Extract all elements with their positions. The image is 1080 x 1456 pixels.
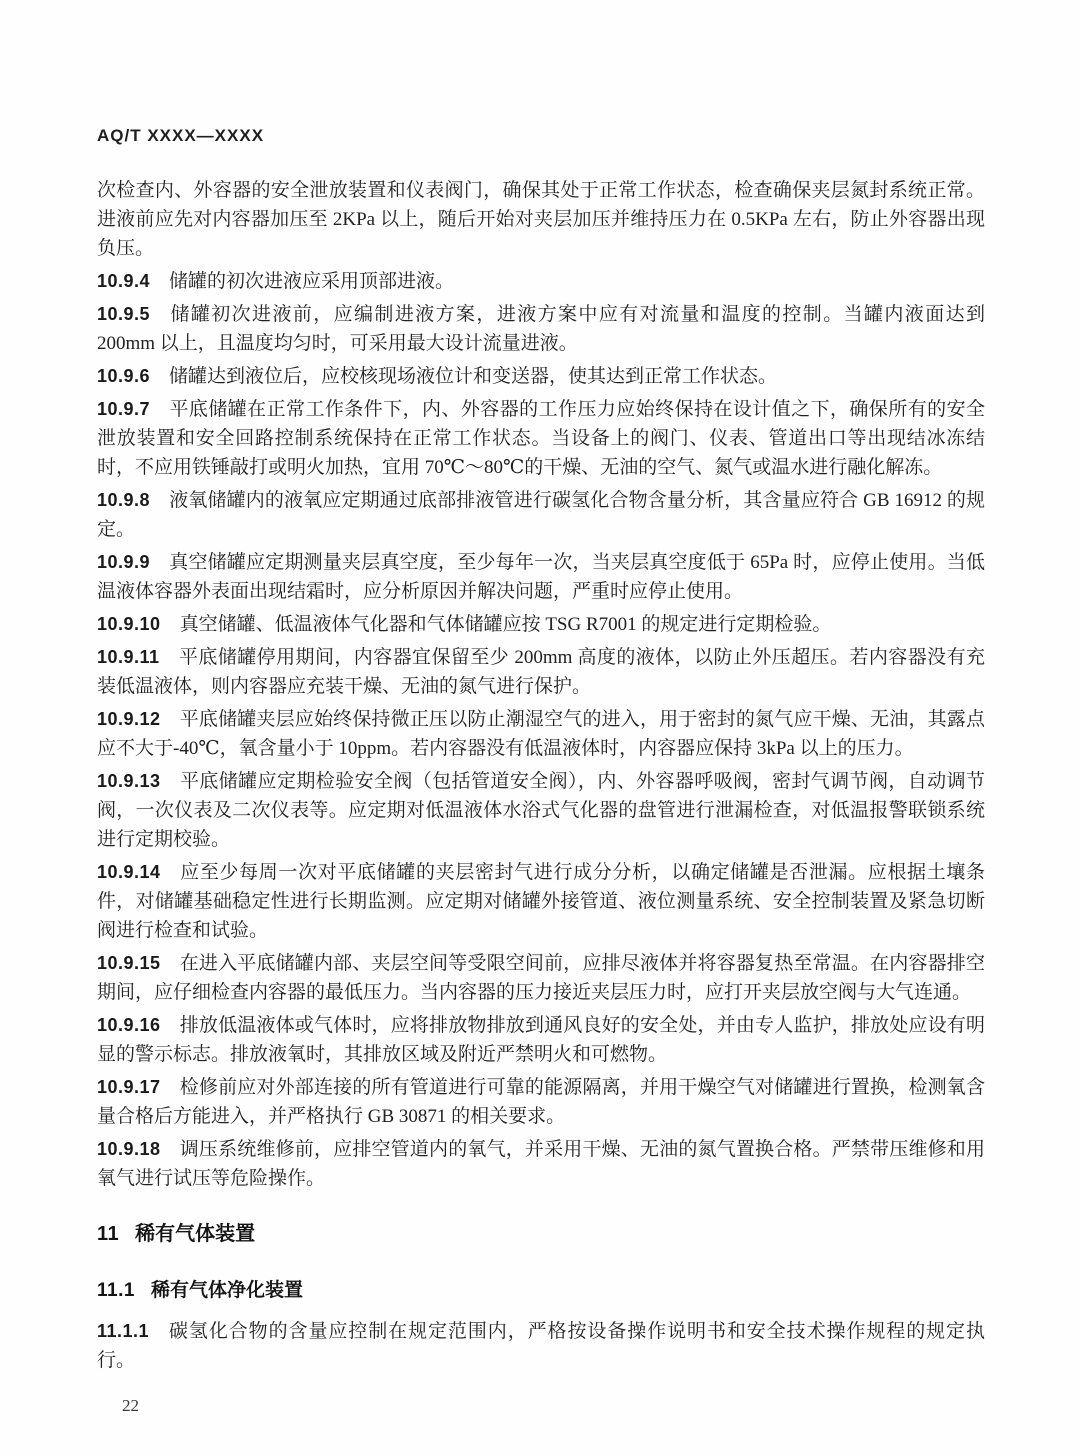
clause-text: 调压系统维修前，应排空管道内的氧气，并采用干燥、无油的氮气置换合格。严禁带压维修和用氧气进行试压等危险操作。 <box>97 1139 985 1189</box>
clause-text: 真空储罐应定期测量夹层真空度，至少每年一次，当夹层真空度低于 65Pa 时，应停止使用。当低温液体容器外表面出现结霜时，应分析原因并解决问题，严重时应停止使用。 <box>97 552 985 602</box>
document-header-code: AQ/T XXXX—XXXX <box>97 126 265 145</box>
clause-text: 真空储罐、低温液体气化器和气体储罐应按 TSG R7001 的规定进行定期检验。 <box>179 614 832 635</box>
clause-10-9-14 <box>97 858 985 945</box>
subsection-number: 11.1 <box>97 1280 135 1301</box>
clause-10-9-10 <box>97 610 985 639</box>
clause-number: 10.9.15 <box>97 953 161 973</box>
clause-text: 平底储罐在正常工作条件下，内、外容器的工作压力应始终保持在设计值之下，确保所有的安全泄放装置和安全回路控制系统保持在正常工作状态。当设备上的阀门、仪表、管道出口等出现结冰冻结时，不应用铁锤敲打或明火加热，宜用 70℃～80℃的干燥、无油的空气、氮气或温水进行融化解冻。 <box>97 399 985 478</box>
clause-text: 检修前应对外部连接的所有管道进行可靠的能源隔离，并用干燥空气对储罐进行置换，检测氧含量合格后方能进入，并严格执行 GB 30871 的相关要求。 <box>97 1077 985 1127</box>
clause-number: 10.9.8 <box>97 490 151 510</box>
subsection-heading-11-1 <box>97 1276 985 1305</box>
paragraph-text: 次检查内、外容器的安全泄放装置和仪表阀门，确保其处于正常工作状态，检查确保夹层氮封系统正常。进液前应先对内容器加压至 2KPa 以上，随后开始对夹层加压并维持压力在 0.5KPa 左右，防止外容器出现负压。 <box>97 180 985 259</box>
section-title: 稀有气体装置 <box>135 1223 256 1245</box>
clause-10-9-7 <box>97 395 985 482</box>
clause-number: 10.9.9 <box>97 552 151 572</box>
clause-number: 10.9.12 <box>97 709 161 729</box>
clause-number: 10.9.13 <box>97 771 161 791</box>
clause-text: 储罐初次进液前，应编制进液方案，进液方案中应有对流量和温度的控制。当罐内液面达到 200mm 以上，且温度均匀时，可采用最大设计流量进液。 <box>97 304 985 354</box>
subsection-title: 稀有气体净化装置 <box>150 1280 303 1301</box>
clause-number: 10.9.6 <box>97 366 151 386</box>
clause-number: 10.9.4 <box>97 271 151 291</box>
clause-10-9-8 <box>97 486 985 544</box>
clause-number: 11.1.1 <box>97 1321 150 1341</box>
page-number: 22 <box>122 1396 139 1415</box>
clause-number: 10.9.16 <box>97 1015 161 1035</box>
section-heading-11 <box>97 1220 985 1249</box>
document-body <box>97 176 985 1375</box>
section-number: 11 <box>97 1223 120 1245</box>
clause-10-9-6 <box>97 362 985 391</box>
clause-number: 10.9.5 <box>97 304 151 324</box>
clause-text: 排放低温液体或气体时，应将排放物排放到通风良好的安全处，并由专人监护，排放处应设有明显的警示标志。排放液氧时，其排放区域及附近严禁明火和可燃物。 <box>97 1015 985 1065</box>
clause-text: 在进入平底储罐内部、夹层空间等受限空间前，应排尽液体并将容器复热至常温。在内容器排空期间，应仔细检查内容器的最低压力。当内容器的压力接近夹层压力时，应打开夹层放空阀与大气连通。 <box>97 953 985 1003</box>
clause-10-9-5 <box>97 300 985 358</box>
clause-10-9-13 <box>97 767 985 854</box>
clause-text: 储罐的初次进液应采用顶部进液。 <box>169 271 455 292</box>
paragraph-continuation <box>97 176 985 263</box>
clause-text: 平底储罐停用期间，内容器宜保留至少 200mm 高度的液体，以防止外压超压。若内容器没有充装低温液体，则内容器应充装干燥、无油的氮气进行保护。 <box>97 647 985 697</box>
clause-10-9-11 <box>97 643 985 701</box>
clause-11-1-1 <box>97 1317 985 1375</box>
clause-number: 10.9.17 <box>97 1077 161 1097</box>
clause-text: 储罐达到液位后，应校核现场液位计和变送器，使其达到正常工作状态。 <box>169 366 778 387</box>
clause-text: 碳氢化合物的含量应控制在规定范围内，严格按设备操作说明书和安全技术操作规程的规定执行。 <box>97 1321 985 1371</box>
clause-number: 10.9.10 <box>97 614 161 634</box>
clause-text: 平底储罐应定期检验安全阀（包括管道安全阀），内、外容器呼吸阀，密封气调节阀，自动调节阀，一次仪表及二次仪表等。应定期对低温液体水浴式气化器的盘管进行泄漏检查，对低温报警联锁系统进行定期校验。 <box>97 771 985 850</box>
clause-10-9-17 <box>97 1073 985 1131</box>
clause-text: 应至少每周一次对平底储罐的夹层密封气进行成分分析，以确定储罐是否泄漏。应根据土壤条件，对储罐基础稳定性进行长期监测。应定期对储罐外接管道、液位测量系统、安全控制装置及紧急切断阀进行检查和试验。 <box>97 862 985 941</box>
clause-10-9-9 <box>97 548 985 606</box>
clause-text: 液氧储罐内的液氧应定期通过底部排液管进行碳氢化合物含量分析，其含量应符合 GB 16912 的规定。 <box>97 490 985 540</box>
clause-number: 10.9.11 <box>97 647 160 667</box>
clause-text: 平底储罐夹层应始终保持微正压以防止潮湿空气的进入，用于密封的氮气应干燥、无油，其露点应不大于-40℃，氧含量小于 10ppm。若内容器没有低温液体时，内容器应保持 3kPa 以上的压力。 <box>97 709 985 759</box>
clause-10-9-12 <box>97 705 985 763</box>
clause-number: 10.9.14 <box>97 862 161 882</box>
clause-number: 10.9.18 <box>97 1139 161 1159</box>
clause-10-9-16 <box>97 1011 985 1069</box>
clause-10-9-18 <box>97 1135 985 1193</box>
clause-number: 10.9.7 <box>97 399 151 419</box>
clause-10-9-4 <box>97 267 985 296</box>
clause-10-9-15 <box>97 949 985 1007</box>
